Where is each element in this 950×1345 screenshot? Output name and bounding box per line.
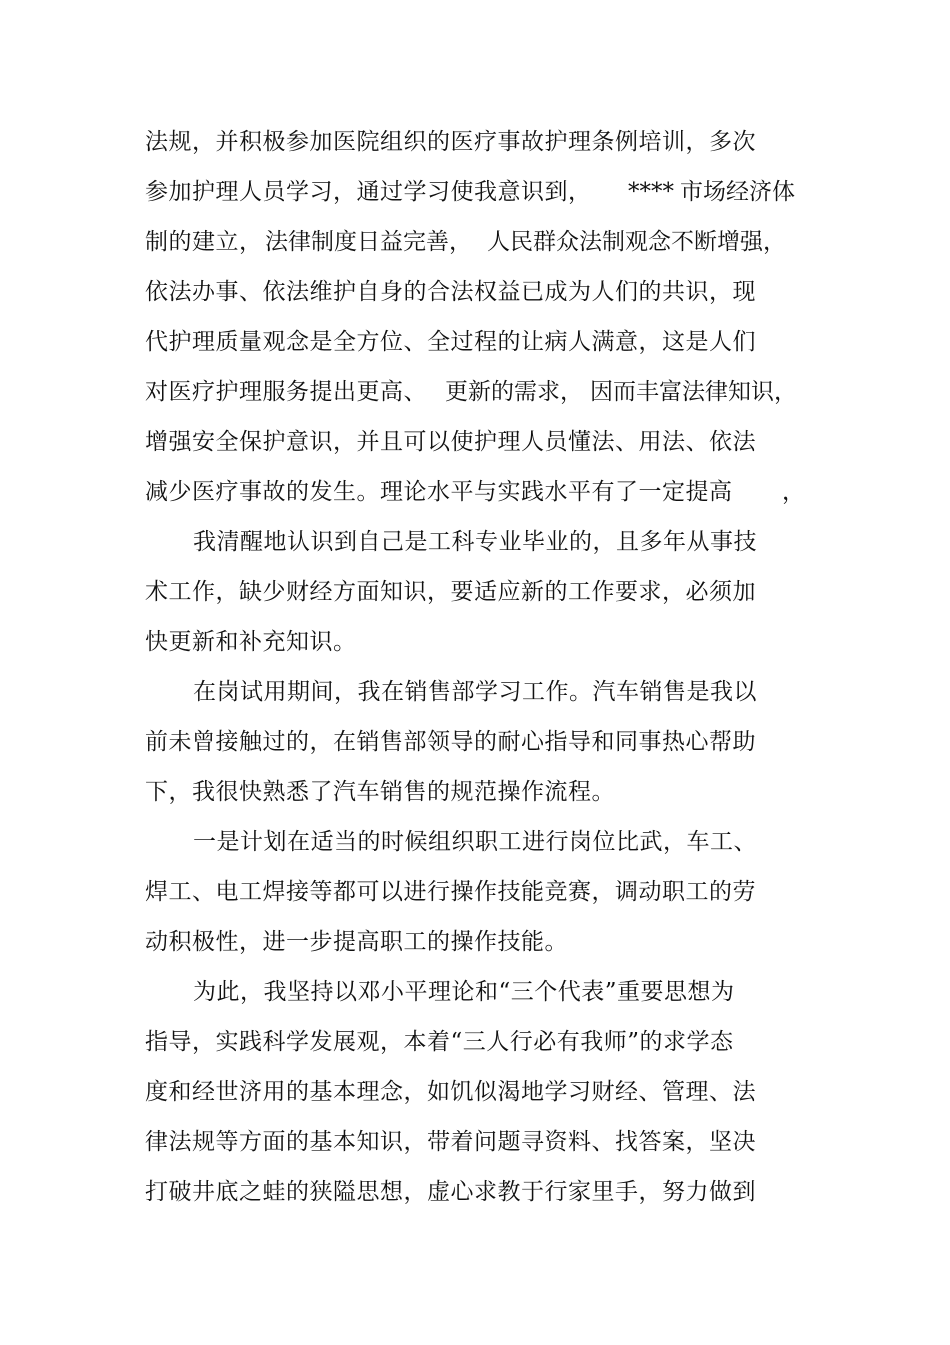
- text-line: 代护理质量观念是全方位、全过程的让病人满意，这是人们: [145, 329, 756, 355]
- text-line: 指导，实践科学发展观，本着“三人行必有我师”的求学态: [145, 1029, 734, 1055]
- text-line: 减少医疗事故的发生。理论水平与实践水平有了一定提高: [145, 479, 733, 505]
- text-line: 快更新和补充知识。: [145, 629, 357, 655]
- text-fragment: 市场经济体: [680, 179, 795, 205]
- text-fragment: ****: [628, 179, 674, 205]
- paragraph-first-line: 在岗试用期间，我在销售部学习工作。汽车销售是我以: [193, 679, 757, 705]
- text-fragment: ，: [782, 479, 805, 505]
- text-fragment: 法律制度日益完善，: [265, 229, 472, 255]
- text-line: 律法规等方面的基本知识，带着问题寻资料、找答案，坚决: [145, 1129, 756, 1155]
- text-line: 增强安全保护意识，并且可以使护理人员懂法、用法、依法: [145, 429, 756, 455]
- text-line: 焊工、电工焊接等都可以进行操作技能竞赛，调动职工的劳: [145, 879, 756, 905]
- text-line: 术工作，缺少财经方面知识，要适应新的工作要求，必须加: [145, 579, 756, 605]
- text-fragment: 因而丰富法律知识，: [590, 379, 797, 405]
- text-line: 法规，并积极参加医院组织的医疗事故护理条例培训，多次: [145, 129, 756, 155]
- text-line: 前未曾接触过的，在销售部领导的耐心指导和同事热心帮助: [145, 729, 756, 755]
- text-fragment: 人民群众法制观念不断增强，: [487, 229, 786, 255]
- text-line: 动积极性，进一步提高职工的操作技能。: [145, 929, 568, 955]
- text-line: 下，我很快熟悉了汽车销售的规范操作流程。: [145, 779, 615, 805]
- text-line: 打破井底之蛙的狭隘思想，虚心求教于行家里手，努力做到: [145, 1179, 756, 1205]
- paragraph-first-line: 一是计划在适当的时候组织职工进行岗位比武，车工、: [193, 829, 757, 855]
- text-line: 度和经世济用的基本理念，如饥似渴地学习财经、管理、法: [145, 1079, 756, 1105]
- text-line: 参加护理人员学习，通过学习使我意识到，: [145, 179, 592, 205]
- text-fragment: 更新的需求，: [445, 379, 583, 405]
- text-line: 依法办事、依法维护自身的合法权益已成为人们的共识，现: [145, 279, 756, 305]
- paragraph-first-line: 为此，我坚持以邓小平理论和“三个代表”重要思想为: [193, 979, 735, 1005]
- paragraph-first-line: 我清醒地认识到自己是工科专业毕业的，且多年从事技: [193, 529, 757, 555]
- text-line: 对医疗护理服务提出更高、: [145, 379, 427, 405]
- text-line: 制的建立，: [145, 229, 263, 255]
